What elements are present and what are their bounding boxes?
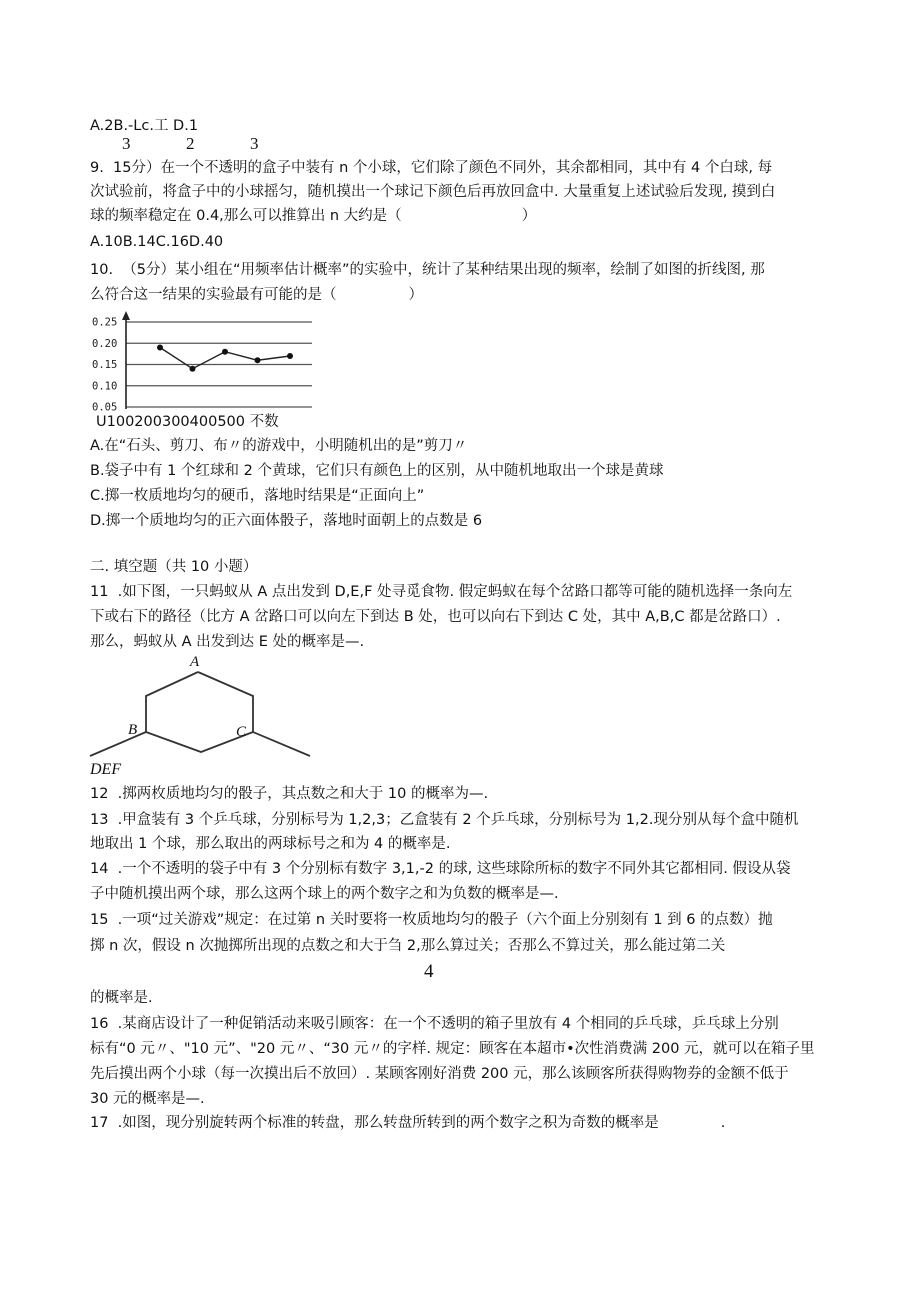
q10-bracket-close: ） <box>408 287 423 303</box>
q10-line-1: 10. （5分）某小组在“用频率估计概率”的实验中，统计了某种结果出现的频率，绘制了如图的折线图, 那 <box>90 262 765 278</box>
q12-line-1: 12 .掷两枚质地均匀的骰子，其点数之和大于 10 的概率为—. <box>90 786 489 802</box>
q9-line-3 <box>90 206 536 226</box>
q9-line-2: 次试验前，将盒子中的小球摇匀，随机摸出一个球记下颜色后再放回盒中. 大量重复上述试验后发现, 摸到白 <box>90 184 776 200</box>
q14-line-1: 14 .一个不透明的袋子中有 3 个分别标有数字 3,1,-2 的球, 这些球除所标的数字不同外其它都相同. 假设从袋 <box>90 861 791 877</box>
q10-line-2 <box>90 285 423 305</box>
q11-line-3: 那么，蚂蚁从 A 出发到达 E 处的概率是—. <box>90 634 365 650</box>
section-2-title: 二. 填空题（共 10 小题） <box>90 559 258 575</box>
y-tick-label-0.15: 0.15 <box>92 359 118 371</box>
y-tick-label-0.25: 0.25 <box>92 316 118 329</box>
q14-line-2: 子中随机摸出两个球，那么这两个球上的两个数字之和为负数的概率是—. <box>90 886 559 902</box>
q17-line-1-text: 17 .如图，现分别旋转两个标准的转盘，那么转盘所转到的两个数字之积为奇数的概率是 <box>90 1115 659 1131</box>
q10-line-2-text: 么符合这一结果的实验最有可能的是（ <box>90 287 337 303</box>
q10-option-a: A.在“石头、剪刀、布〃的游戏中，小明随机出的是”剪刀〃 <box>90 438 468 454</box>
q16-line-3: 先后摸出两个小球（每一次摸出后不放回）. 某顾客刚好消费 200 元，那么该顾客所获得购物券的金额不低于 <box>90 1066 789 1082</box>
q17-line-1 <box>90 1113 725 1133</box>
node-label-a: A <box>190 654 200 670</box>
q11-line-1: 11 .如下图，一只蚂蚁从 A 点出发到 D,E,F 处寻觅食物. 假定蚂蚁在每个岔路口都等可能的随机选择一条向左 <box>90 584 793 600</box>
data-point-400 <box>255 357 261 363</box>
q9-line-3-text: 球的频率稳定在 0.4,那么可以推算出 n 大约是（ <box>90 208 402 224</box>
q8-denominator-1: 3 <box>122 134 131 153</box>
q9-line-1: 9. 15分）在一个不透明的盒子中装有 n 个小球，它们除了颜色不同外，其余都相同，其中有 4 个白球, 每 <box>90 160 773 176</box>
q10-option-b: B.袋子中有 1 个红球和 2 个黄球，它们只有颜色上的区别，从中随机地取出一个球是黄球 <box>90 463 664 479</box>
y-tick-label-0.05: 0.05 <box>92 401 118 412</box>
q16-line-4: 30 元的概率是—. <box>90 1091 205 1107</box>
q9-options: A.10B.14C.16D.40 <box>90 234 224 250</box>
q16-line-1: 16 .某商店设计了一种促销活动来吸引顾客：在一个不透明的箱子里放有 4 个相同的乒乓球，乒乓球上分别 <box>90 1016 779 1032</box>
q17-line-end: . <box>720 1115 726 1131</box>
q15-fraction-number: 4 <box>424 961 434 982</box>
q15-line-3: 的概率是. <box>90 990 153 1006</box>
ant-path-diagram <box>88 652 313 760</box>
q11-line-2: 下或右下的路径（比方 A 岔路口可以向左下到达 B 处，也可以向右下到达 C 处，其中 A,B,C 都是岔路口）. <box>90 609 781 625</box>
q13-line-1: 13 .甲盒装有 3 个乒乓球，分别标号为 1,2,3；乙盒装有 2 个乒乓球，分别标号为 1,2.现分别从每个盒中随机 <box>90 812 799 828</box>
y-tick-label-0.20: 0.20 <box>92 337 118 350</box>
node-label-b: B <box>128 722 138 738</box>
data-point-300 <box>222 349 228 355</box>
q16-line-2: 标有“0 元〃、"10 元”、"20 元〃、“30 元〃的字样. 规定：顾客在本超市•次性消费满 200 元，就可以在箱子里 <box>90 1041 815 1057</box>
data-point-100 <box>157 345 163 351</box>
data-point-200 <box>190 366 196 372</box>
y-tick-label-0.10: 0.10 <box>92 380 118 393</box>
q13-line-2: 地取出 1 个球，那么取出的两球标号之和为 4 的概率是. <box>90 836 451 852</box>
q8-denominator-2: 2 <box>186 134 195 153</box>
frequency-line-chart <box>88 310 318 412</box>
data-point-500 <box>287 353 293 359</box>
q15-line-1: 15 .一项“过关游戏”规定：在过第 n 关时要将一枚质地均匀的骰子（六个面上分别刻有 1 到 6 的点数）抛 <box>90 912 773 928</box>
q15-line-2: 掷 n 次，假设 n 次抛掷所出现的点数之和大于刍 2,那么算过关；否那么不算过关，那么能过第二关 <box>90 938 726 954</box>
q10-option-d: D.掷一个质地均匀的正六面体骰子，落地时面朝上的点数是 6 <box>90 513 483 529</box>
q11-diagram-caption: DEF <box>90 761 122 778</box>
q8-options: A.2B.-Lc.工 D.1 <box>90 118 199 134</box>
q9-bracket-close: ） <box>521 208 537 224</box>
y-axis-arrow <box>122 311 130 320</box>
q10-axis-caption: U100200300400500 不数 <box>96 414 279 430</box>
q10-option-c: C.掷一枚质地均匀的硬币，落地时结果是“正面向上” <box>90 488 425 504</box>
path-lines-right <box>198 672 310 756</box>
node-label-c: C <box>236 724 247 740</box>
path-lines-left <box>90 672 198 756</box>
q8-denominator-3: 3 <box>250 134 259 153</box>
